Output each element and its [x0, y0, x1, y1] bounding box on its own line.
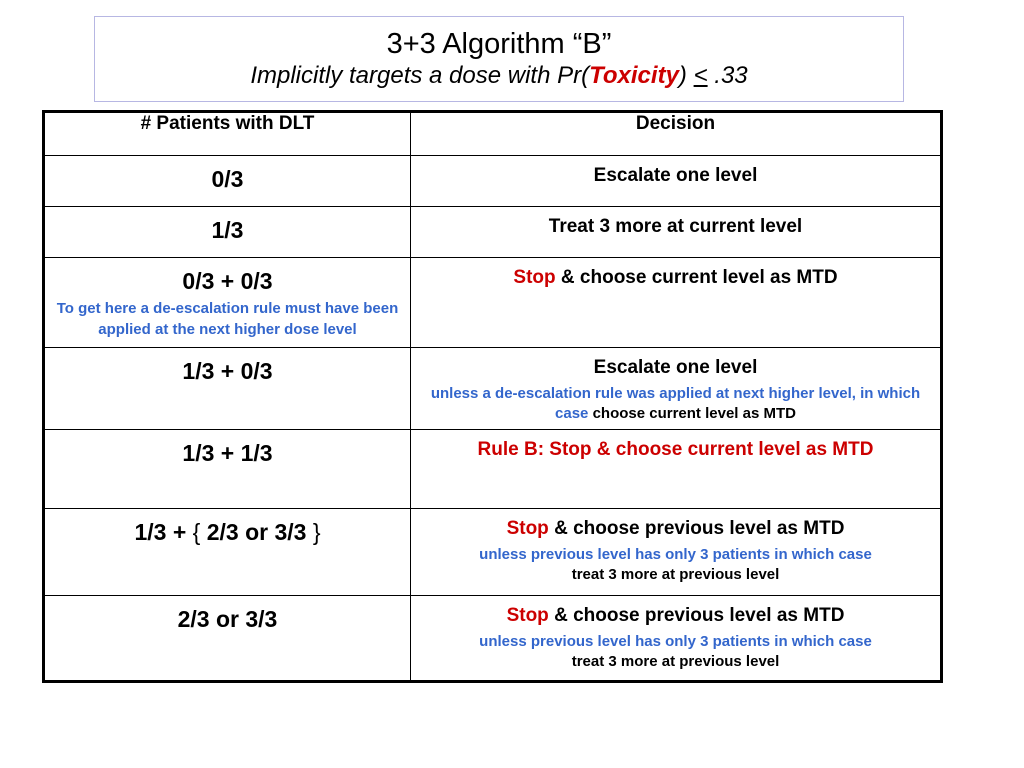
table-row — [44, 596, 942, 682]
decision-text: Escalate one level — [593, 165, 758, 186]
decision-cell — [411, 430, 942, 509]
table-row — [44, 258, 942, 348]
decision-stop: Stop — [513, 267, 556, 288]
patients-value: 1/3 + 0/3 — [182, 358, 273, 384]
decision-stop: Stop — [506, 518, 549, 539]
decision-text: Treat 3 more at current level — [548, 216, 803, 237]
patients-cell — [44, 156, 411, 207]
patients-part-a: 1/3 + — [134, 519, 187, 545]
decision-cell — [411, 348, 942, 430]
table-row — [44, 156, 942, 207]
decision-text: Escalate one level — [593, 357, 758, 378]
table-row — [44, 207, 942, 258]
patients-cell — [44, 509, 411, 596]
subtitle-prefix: Implicitly targets a dose with Pr( — [250, 62, 590, 89]
open-brace: { — [192, 519, 201, 545]
slide-subtitle — [95, 61, 903, 91]
decision-text — [417, 596, 934, 628]
decision-condition: unless previous level has only 3 patients in which case — [479, 633, 872, 650]
patients-value: 0/3 — [211, 166, 244, 192]
subtitle-less-equal: < — [693, 62, 708, 89]
decision-cell — [411, 596, 942, 682]
close-brace: } — [312, 519, 321, 545]
subtitle-close-paren: ) — [678, 62, 687, 89]
decision-condition — [417, 384, 934, 424]
patients-cell — [44, 596, 411, 682]
patients-cell — [44, 258, 411, 348]
table-row — [44, 509, 942, 596]
decision-condition: unless previous level has only 3 patients in which case — [479, 546, 872, 563]
patients-cell — [44, 207, 411, 258]
patients-value — [51, 509, 404, 545]
slide-title: 3+3 Algorithm “B” — [386, 28, 612, 60]
decision-text — [417, 258, 934, 290]
decision-rest: & choose previous level as MTD — [554, 605, 845, 626]
decision-rest: & choose previous level as MTD — [554, 518, 845, 539]
decision-text — [417, 509, 934, 541]
slide-title-box — [94, 16, 904, 102]
condition-black: choose current level as MTD — [592, 405, 796, 422]
decision-cell — [411, 156, 942, 207]
patients-value: 1/3 — [211, 217, 244, 243]
decision-cell — [411, 207, 942, 258]
table-row — [44, 348, 942, 430]
patients-value: 2/3 or 3/3 — [177, 606, 278, 632]
decision-table — [42, 110, 943, 683]
decision-fallback: treat 3 more at previous level — [571, 566, 780, 583]
decision-fallback: treat 3 more at previous level — [571, 653, 780, 670]
patients-note: To get here a de-escalation rule must have been applied at the next higher dose level — [56, 300, 399, 338]
patients-cell — [44, 430, 411, 509]
decision-stop: Stop — [506, 605, 549, 626]
decision-text: Rule B: Stop & choose current level as MTD — [477, 439, 874, 460]
subtitle-value: .33 — [714, 62, 748, 89]
patients-cell — [44, 348, 411, 430]
header-decision: Decision — [411, 112, 942, 156]
table-row — [44, 430, 942, 509]
decision-rest: & choose current level as MTD — [560, 267, 838, 288]
patients-value: 1/3 + 1/3 — [182, 440, 273, 466]
patients-value: 0/3 + 0/3 — [182, 268, 273, 294]
patients-part-b: 2/3 or 3/3 — [206, 519, 307, 545]
subtitle-toxicity: Toxicity — [589, 62, 679, 89]
table-header-row — [44, 112, 942, 156]
condition-blue: unless a de-escalation rule was applied at next higher level, in which case — [430, 385, 921, 422]
decision-cell — [411, 509, 942, 596]
decision-cell — [411, 258, 942, 348]
header-patients: # Patients with DLT — [44, 112, 411, 156]
